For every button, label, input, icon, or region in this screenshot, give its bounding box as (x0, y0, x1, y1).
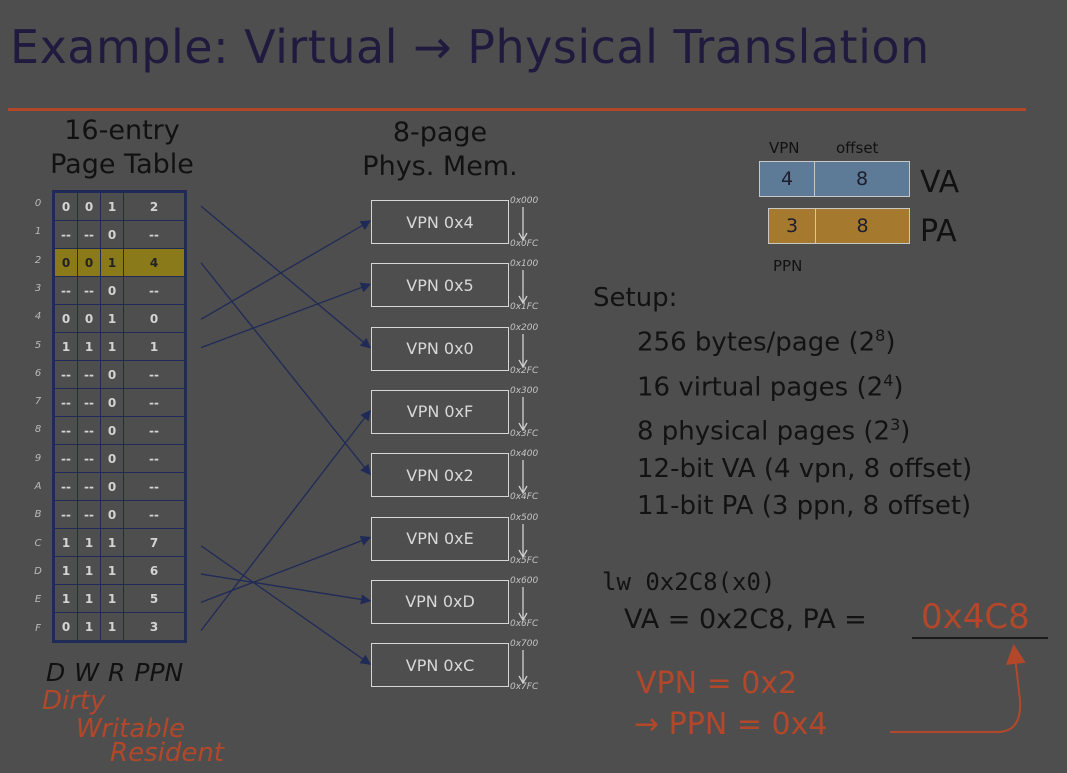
setup-line-text: 16 virtual pages (2 (637, 372, 884, 403)
phys-mem-page: VPN 0x0 (371, 327, 509, 371)
pt-cell-resident: 1 (101, 249, 124, 277)
pt-cell-resident: 1 (101, 613, 124, 642)
legend-resident: Resident (110, 738, 225, 768)
pt-cell-writable: -- (78, 221, 101, 249)
setup-line (593, 488, 972, 525)
page-start-address: 0x100 (510, 259, 539, 270)
setup-line-text: 8 physical pages (2 (637, 416, 891, 447)
setup-line-exponent: 3 (890, 415, 901, 435)
pt-cell-writable: 1 (78, 557, 101, 585)
pa-ppn-field: 3 (768, 208, 816, 244)
pt-cell-writable: 0 (78, 305, 101, 333)
legend-dirty: Dirty (42, 686, 106, 716)
page-start-address: 0x200 (510, 322, 539, 333)
page-table-row-index: D (34, 565, 42, 577)
page-end-address: 0x2FC (510, 365, 539, 376)
pt-cell-writable: 1 (78, 613, 101, 642)
pt-cell-resident: 0 (101, 417, 124, 445)
phys-mem-header-line1: 8-page (392, 117, 488, 148)
pt-cell-ppn: -- (124, 473, 186, 501)
pt-cell-dirty: -- (54, 277, 78, 305)
pt-cell-ppn: -- (124, 221, 186, 249)
setup-line-tail: ) (885, 327, 896, 358)
page-table-row-index: 2 (34, 254, 42, 266)
pt-cell-writable: -- (78, 361, 101, 389)
pt-cell-ppn: -- (124, 445, 186, 473)
phys-mem-page: VPN 0xD (371, 580, 509, 624)
col-label-writable: W (74, 658, 99, 687)
pt-cell-dirty: -- (54, 445, 78, 473)
pt-cell-dirty: -- (54, 389, 78, 417)
pt-cell-writable: -- (78, 417, 101, 445)
offset-field-label: offset (836, 139, 879, 157)
pt-cell-ppn: 1 (124, 333, 186, 361)
page-table-row-index: 0 (34, 198, 42, 209)
page-table-header-line2: Page Table (50, 149, 194, 180)
phys-mem-page: VPN 0xF (371, 390, 509, 434)
phys-mem-header-line2: Phys. Mem. (362, 151, 518, 182)
page-start-address: 0x300 (510, 385, 539, 396)
pt-cell-writable: -- (78, 389, 101, 417)
pt-cell-resident: 1 (101, 557, 124, 585)
pt-cell-resident: 1 (101, 529, 124, 557)
setup-line (593, 406, 972, 451)
vpn-line: VPN = 0x2 (636, 666, 798, 701)
pt-cell-writable: 1 (78, 585, 101, 613)
col-label-ppn: PPN (134, 658, 184, 687)
page-start-address: 0x600 (510, 575, 539, 586)
setup-line-text: 12-bit VA (4 vpn, 8 offset) (637, 453, 973, 484)
pt-cell-dirty: -- (54, 501, 78, 529)
page-table-row-index: 4 (34, 311, 42, 323)
page-start-address: 0x400 (510, 449, 539, 460)
pt-cell-resident: 0 (101, 361, 124, 389)
setup-heading: Setup: (593, 283, 678, 313)
answer-underline (912, 637, 1048, 639)
pt-cell-writable: 0 (78, 192, 101, 221)
mapping-arrow (201, 411, 370, 631)
pt-cell-ppn: -- (124, 389, 186, 417)
legend-writable: Writable (76, 714, 186, 744)
pt-cell-dirty: 1 (54, 529, 78, 557)
pt-cell-dirty: 0 (54, 192, 78, 221)
setup-line (593, 317, 972, 362)
pa-answer: 0x4C8 (921, 597, 1030, 637)
setup-line-exponent: 8 (875, 326, 886, 345)
pt-cell-dirty: 0 (54, 613, 78, 642)
setup-section (593, 280, 972, 525)
pt-cell-resident: 0 (101, 277, 124, 305)
ppn-field-label: PPN (773, 257, 803, 275)
pt-cell-writable: 1 (78, 529, 101, 557)
pt-cell-dirty: 1 (54, 557, 78, 585)
page-table-row-index: 7 (34, 396, 42, 408)
setup-line-tail: ) (893, 372, 904, 403)
pt-cell-dirty: -- (54, 221, 78, 249)
setup-line (593, 362, 972, 407)
pt-cell-resident: 0 (101, 221, 124, 249)
pt-cell-ppn: -- (124, 361, 186, 389)
pt-cell-resident: 1 (101, 333, 124, 361)
pt-cell-writable: -- (78, 445, 101, 473)
ppn-line: → PPN = 0x4 (634, 707, 828, 742)
pt-cell-writable: 1 (78, 333, 101, 361)
pt-cell-ppn: 5 (124, 585, 186, 613)
page-start-address: 0x700 (510, 639, 539, 650)
page-end-address: 0x4FC (510, 492, 539, 503)
pa-offset-field: 8 (815, 208, 910, 244)
phys-mem-page: VPN 0xC (371, 643, 509, 687)
phys-mem-page: VPN 0x2 (371, 453, 509, 497)
page-table-row-index: 6 (34, 367, 42, 379)
pt-cell-writable: 0 (78, 249, 101, 277)
page-start-address: 0x000 (510, 196, 539, 206)
setup-line-exponent: 4 (883, 370, 894, 390)
phys-mem-page: VPN 0x4 (371, 200, 509, 244)
pt-cell-ppn: -- (124, 501, 186, 529)
setup-line-tail: ) (900, 416, 911, 447)
mapping-arrow (201, 221, 370, 319)
page-table-row-index: B (34, 509, 42, 521)
pt-cell-writable: -- (78, 277, 101, 305)
pt-cell-writable: -- (78, 501, 101, 529)
slide-title: Example: Virtual → Physical Translation (10, 20, 930, 74)
pt-cell-resident: 1 (101, 305, 124, 333)
col-label-dirty: D (46, 658, 66, 687)
page-table-row-index: 5 (34, 339, 42, 351)
page-table-row-index: 9 (34, 452, 42, 464)
pt-cell-ppn: 4 (124, 249, 186, 277)
pt-cell-dirty: 0 (54, 305, 78, 333)
pt-cell-resident: 0 (101, 445, 124, 473)
pt-cell-dirty: 1 (54, 333, 78, 361)
setup-line (593, 451, 972, 488)
ppn-curve-arrow (890, 648, 1020, 732)
pt-cell-dirty: -- (54, 417, 78, 445)
page-table-row-index: 1 (34, 226, 42, 238)
page-table-row-index: 8 (34, 424, 42, 436)
pt-cell-ppn: 2 (124, 192, 186, 221)
pt-cell-resident: 0 (101, 389, 124, 417)
pt-cell-ppn: 7 (124, 529, 186, 557)
pa-label: PA (920, 214, 957, 249)
col-label-resident: R (108, 658, 126, 687)
mapping-arrow (201, 206, 370, 347)
setup-line-text: 11-bit PA (3 ppn, 8 offset) (637, 490, 972, 521)
va-label: VA (920, 165, 960, 200)
pt-cell-ppn: -- (124, 417, 186, 445)
page-table-row-index: 3 (34, 282, 42, 294)
page-end-address: 0x0FC (510, 239, 539, 249)
page-end-address: 0x3FC (510, 428, 539, 439)
pt-cell-ppn: 6 (124, 557, 186, 585)
pt-cell-dirty: 1 (54, 585, 78, 613)
page-table-row-index: E (34, 594, 42, 606)
instruction-text: lw 0x2C8(x0) (602, 568, 776, 596)
page-table-row-index: F (35, 622, 41, 634)
mapping-arrow (201, 546, 370, 664)
page-table-row-index: C (34, 537, 42, 549)
page-start-address: 0x500 (510, 512, 539, 523)
pt-cell-writable: -- (78, 473, 101, 501)
page-table-row-index: A (34, 481, 42, 492)
pt-cell-dirty: 0 (54, 249, 78, 277)
pt-cell-resident: 1 (101, 192, 124, 221)
page-table-header-line1: 16-entry (64, 115, 180, 146)
va-vpn-field: 4 (759, 161, 815, 197)
pt-cell-resident: 0 (101, 501, 124, 529)
phys-mem-page: VPN 0x5 (371, 263, 509, 307)
va-pa-text: VA = 0x2C8, PA = (624, 604, 867, 635)
pt-cell-dirty: -- (54, 361, 78, 389)
vpn-field-label: VPN (769, 139, 800, 157)
pt-cell-ppn: -- (124, 277, 186, 305)
page-end-address: 0x5FC (510, 555, 539, 566)
page-end-address: 0x1FC (510, 302, 539, 313)
mapping-arrow (201, 538, 370, 603)
pt-cell-dirty: -- (54, 473, 78, 501)
setup-lines (593, 317, 972, 525)
pt-cell-resident: 1 (101, 585, 124, 613)
setup-line-text: 256 bytes/page (2 (637, 327, 876, 358)
page-end-address: 0x6FC (510, 618, 539, 629)
va-offset-field: 8 (814, 161, 910, 197)
pt-cell-ppn: 3 (124, 613, 186, 642)
pt-cell-ppn: 0 (124, 305, 186, 333)
page-end-address: 0x7FC (510, 682, 539, 693)
pt-cell-resident: 0 (101, 473, 124, 501)
phys-mem-page: VPN 0xE (371, 517, 509, 561)
